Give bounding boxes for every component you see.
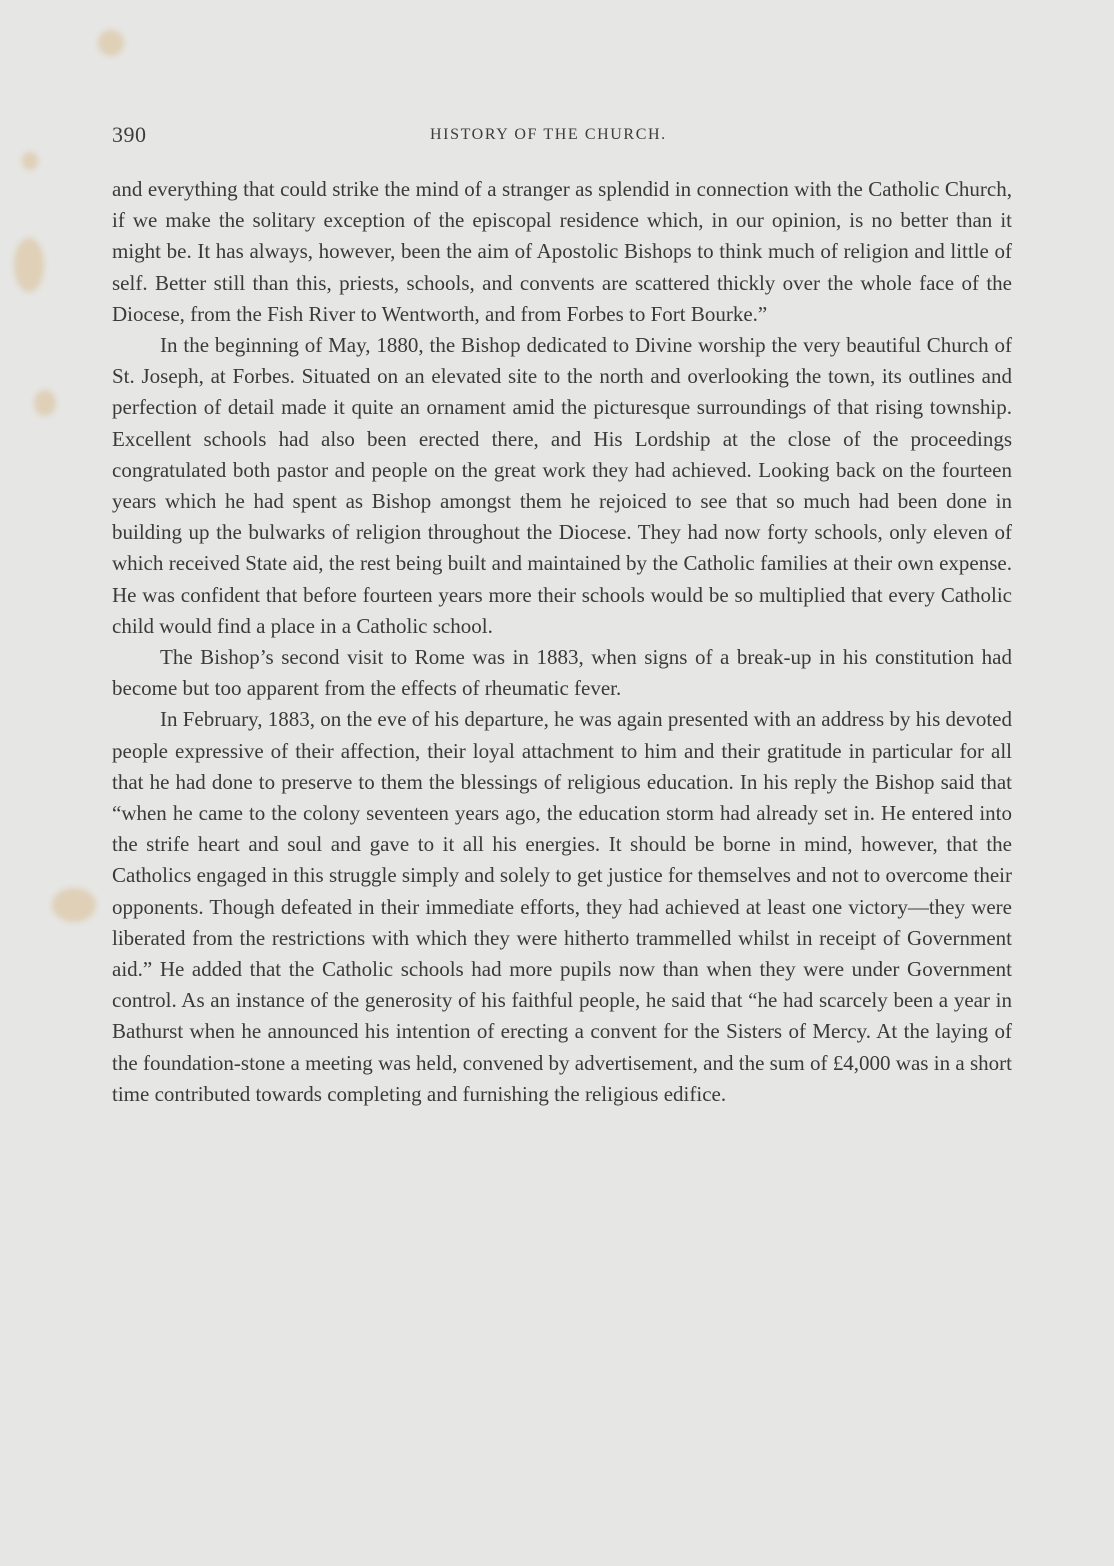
running-head [112, 122, 1012, 152]
paper-stain [14, 238, 44, 292]
paragraph-continued: and everything that could strike the mind of a stranger as splendid in connection with the Catholic Church, if we make the solitary exception of the episcopal residence which, in our opinion, is no better than it might be. It has always, however, been the aim of Apostolic Bishops to think much of religion and little of self. Better still than this, priests, schools, and convents are scattered thickly over the whole face of the Diocese, from the Fish River to Wentworth, and from Forbes to Fort Bourke.” [112, 177, 1012, 326]
paper-stain [22, 152, 38, 170]
running-title: HISTORY OF THE CHURCH. [430, 126, 667, 143]
paragraph-rome-visit: The Bishop’s second visit to Rome was in 1883, when signs of a break-up in his constitution had become but too apparent from the effects of rheumatic fever. [112, 645, 1012, 701]
paper-stain [34, 390, 56, 416]
page-number: 390 [112, 122, 147, 147]
paragraph-farewell-address: In February, 1883, on the eve of his departure, he was again presented with an address by his devoted people expressive of their affection, their loyal attachment to him and their gratitude in particular for all that he had done to preserve to them the blessings of religious education. In his reply the Bishop said that “when he came to the colony seventeen years ago, the education storm had already set in. He entered into the strife heart and soul and gave to it all his energies. It should be borne in mind, however, that the Catholics engaged in this struggle simply and solely to get justice for themselves and not to overcome their opponents. Though defeated in their immediate efforts, they had achieved at least one victory—they were liberated from the restrictions with which they were hitherto trammelled whilst in receipt of Government aid.” He added that the Catholic schools had more pupils now than when they were under Government control. As an instance of the generosity of his faithful people, he said that “he had scarcely been a year in Bathurst when he announced his intention of erecting a convent for the Sisters of Mercy. At the laying of the foundation-stone a meeting was held, convened by advertisement, and the sum of £4,000 was in a short time contributed towards completing and furnishing the religious edifice. [112, 707, 1012, 1106]
paper-stain [98, 30, 124, 56]
body-text [112, 174, 1012, 1110]
paper-stain [52, 888, 96, 922]
paragraph-forbes-church: In the beginning of May, 1880, the Bishop dedicated to Divine worship the very beautiful Church of St. Joseph, at Forbes. Situated on an elevated site to the north and overlooking the town, its outlines and perfection of detail made it quite an ornament amid the picturesque surroundings of that rising township. Excellent schools had also been erected there, and His Lordship at the close of the proceedings congratulated both pastor and people on the great work they had achieved. Looking back on the fourteen years which he had spent as Bishop amongst them he rejoiced to see that so much had been done in building up the bulwarks of religion throughout the Diocese. They had now forty schools, only eleven of which received State aid, the rest being built and maintained by the Catholic families at their own expense. He was confident that before fourteen years more their schools would be so multiplied that every Catholic child would find a place in a Catholic school. [112, 333, 1012, 638]
